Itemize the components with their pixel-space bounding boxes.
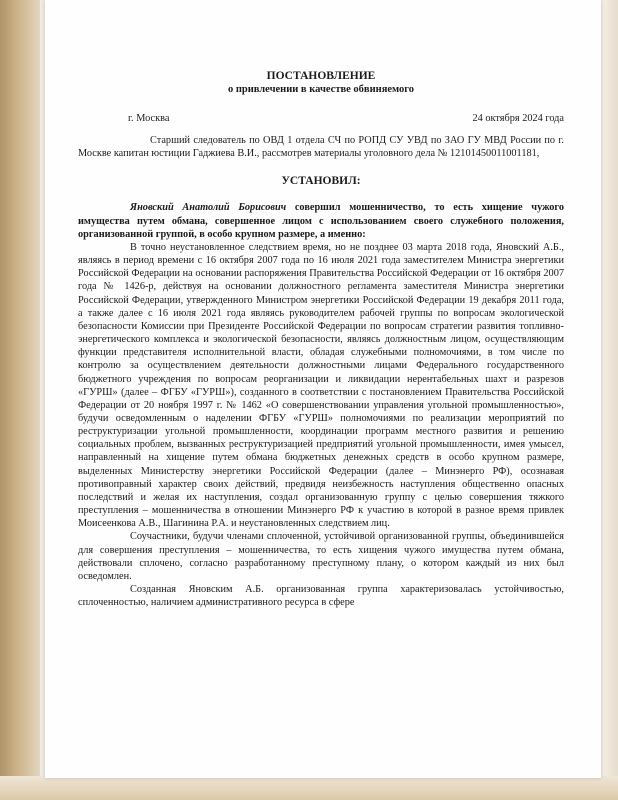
lead-paragraph — [78, 201, 564, 240]
place-date-row — [128, 112, 564, 125]
document-content — [78, 64, 564, 609]
document-subtitle: о привлечении в качестве обвиняемого — [227, 84, 415, 95]
established-heading: УСТАНОВИЛ: — [281, 175, 361, 188]
document-city: г. Москва — [128, 113, 170, 124]
background-edge-bottom — [0, 776, 618, 800]
charge-description: совершил мошенничество, то есть хищение чужого имущества путем обмана, совершенное лицом с использованием своего служебного положения, организованной группой, в особо крупном размере, а именно: — [78, 202, 565, 240]
body-paragraph-2: Соучастники, будучи членами сплоченной, устойчивой организованной группы, объединившейся для совершения преступления – мошенничества, то есть хищения чужого имущества путем обмана, действовали сплочено, согласно разработанному преступному плану, о котором каждый из них был осведомлен. — [78, 531, 564, 582]
body-paragraph-1: В точно неустановленное следствием время, но не позднее 03 марта 2018 года, Яновский А.Б., являясь в период времени с 16 октября 2007 года по 16 июля 2021 года заместителем Министра энергетики Российской Федерации на основании распоряжения Правительства Российской Федерации от 16 октября 2007 года № 1426-р, действуя на основании должностного регламента заместителя Министра энергетики Российской Федерации, утвержденного Министром энергетики Российской Федерации 19 декабря 2011 года, а также далее с 16 июля 2021 года являясь руководителем рабочей группы по вопросам экологической безопасности Комиссии при Президенте Российской Федерации по вопросам стратегии развития топливно-энергетического комплекса и экологической безопасности, являясь должностным лицом, осуществляющим функции представителя исполнительной власти, обладая служебными полномочиями, в том числе по контролю за осуществлением деятельности должностными лицами Федерального государственного бюджетного учреждения по вопросам реорганизации и ликвидации нерентабельных шахт и разрезов «ГУРШ» (далее – ФГБУ «ГУРШ»), созданного в соответствии с постановлением Правительства Российской Федерации от 20 ноября 1997 г. № 1462 «О совершенствовании управления угольной промышленностью», будучи осведомленным о наделении ФГБУ «ГУРШ» полномочиями по реализации мероприятий по реструктуризации угольной промышленности, координации программ местного развития и решению социальных проблем, вызванных реструктуризацией предприятий угольной промышленности, имея умысел, направленный на хищение путем обмана бюджетных денежных средств в особо крупном размере, выделенных Министерству энергетики Российской Федерации (далее – Минэнерго РФ), осознавая противоправный характер своих действий, предвидя неизбежность наступления общественно опасных последствий и желая их наступления, создал организованную группу с целью совершения тяжкого преступления – мошенничества в отношении Минэнерго РФ к участию в которой в разное время привлек Моисеенкова А.В., Шагинина Р.А. и неустановленных следствием лиц. — [78, 241, 564, 530]
document-date: 24 октября 2024 года — [472, 113, 564, 124]
intro-paragraph: Старший следователь по ОВД 1 отдела СЧ по РОПД СУ УВД по ЗАО ГУ МВД России по г. Москве капитан юстиции Гаджиева В.И., рассмотрев материалы уголовного дела № 12101450011001181, — [78, 135, 564, 160]
document-title: ПОСТАНОВЛЕНИЕ — [266, 70, 376, 82]
background-edge-right — [602, 0, 618, 800]
accused-name: Яновский Анатолий Борисович — [130, 202, 287, 214]
body-paragraph-3: Созданная Яновским А.Б. организованная группа характеризовалась устойчивостью, сплоченностью, наличием административного ресурса в сфере — [78, 584, 564, 609]
background-edge-left — [0, 0, 40, 800]
